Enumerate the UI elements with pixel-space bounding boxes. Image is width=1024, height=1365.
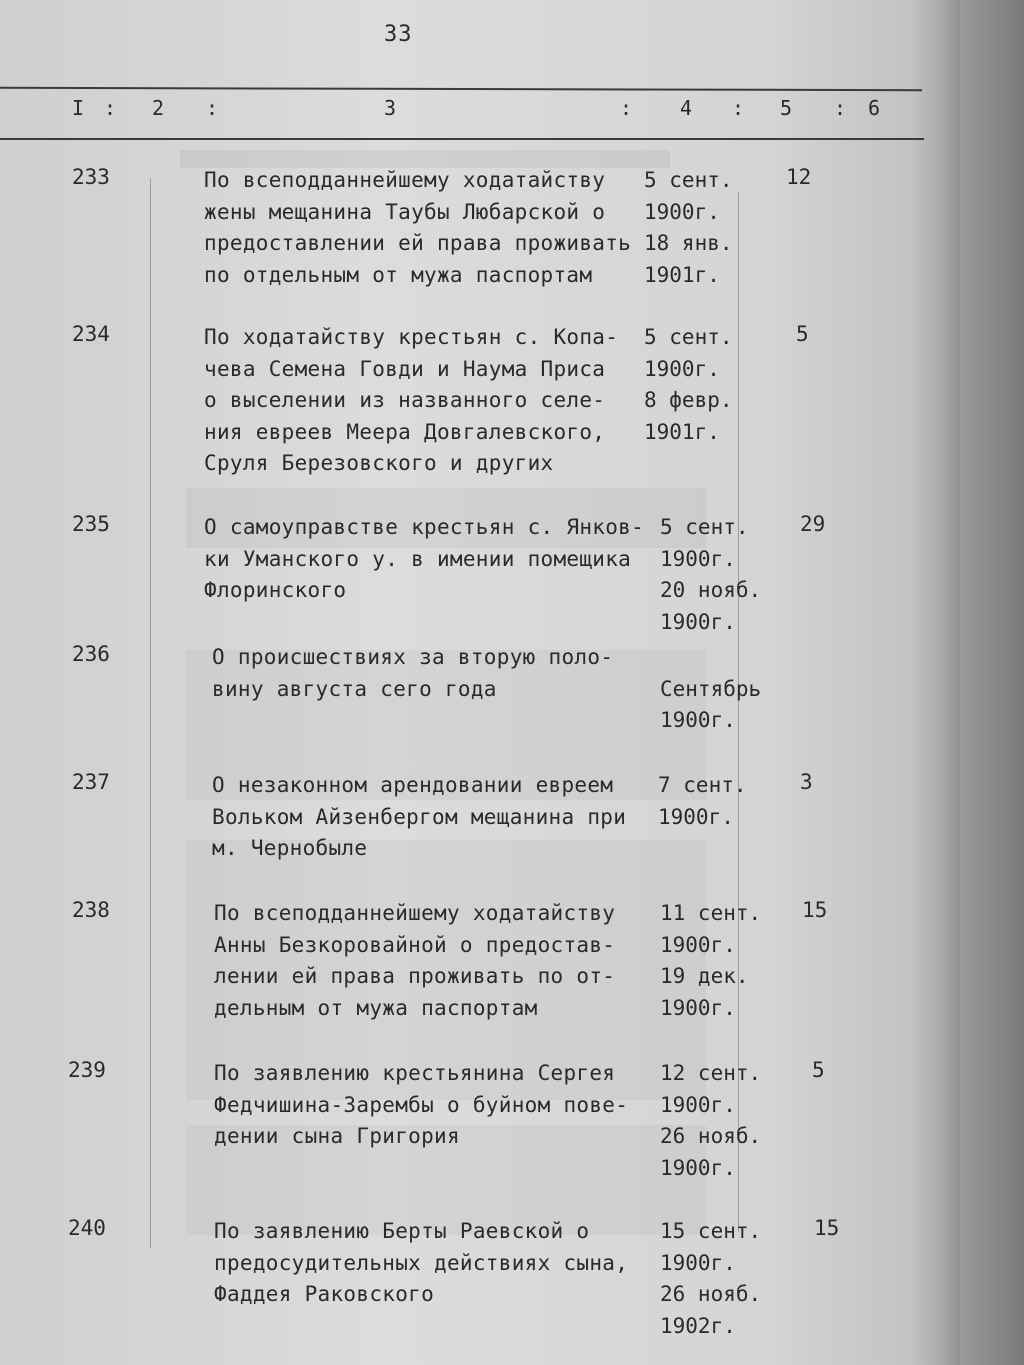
date-line: 1900г. — [644, 356, 720, 381]
title-line: О происшествиях за вторую поло- — [212, 645, 614, 669]
entry-number: 240 — [68, 1216, 106, 1240]
column-header-3: 3 — [384, 96, 397, 120]
background-edge — [960, 0, 1024, 1365]
entry-title — [212, 770, 626, 865]
date-line: Сентябрь — [660, 676, 762, 701]
date-line: 11 сент. — [660, 901, 762, 925]
entry-title — [204, 165, 631, 291]
entry-number: 237 — [72, 770, 110, 794]
title-line: По всеподданнейшему ходатайству — [214, 901, 616, 925]
title-line: По всеподданнейшему ходатайству — [204, 168, 606, 192]
entry-title — [204, 512, 644, 607]
page-fold-shadow — [912, 0, 962, 1365]
entry-sheets: 15 — [802, 898, 828, 922]
title-line: Фаддея Раковского — [214, 1282, 435, 1306]
entry-dates — [660, 512, 761, 638]
title-line: Федчишина-Зарембы о буйном пове- — [214, 1092, 629, 1117]
title-line: вину августа сего года — [212, 676, 497, 701]
date-line: 12 сент. — [660, 1061, 762, 1085]
entry-sheets: 5 — [796, 322, 809, 346]
entry-dates — [660, 642, 761, 737]
column-header-2: 2 — [152, 96, 165, 120]
column-header-6: 6 — [868, 96, 881, 120]
date-line: 8 февр. — [644, 388, 733, 412]
entry-sheets: 29 — [800, 512, 826, 536]
date-line: 18 янв. — [644, 231, 733, 255]
entry-sheets: 15 — [814, 1216, 840, 1240]
page-number: 33 — [384, 22, 413, 47]
date-line: 26 нояб. — [660, 1282, 762, 1306]
header-bottom-rule — [0, 138, 924, 140]
column-header-1: I — [72, 96, 85, 120]
entry-number: 235 — [72, 512, 110, 536]
date-line: 1900г. — [660, 995, 736, 1020]
date-line: 1902г. — [660, 1313, 736, 1338]
title-line: Флоринского — [204, 578, 347, 602]
entry-title — [214, 1216, 628, 1311]
entry-title — [204, 322, 618, 480]
title-line: по отдельным от мужа паспортам — [204, 262, 593, 287]
title-line: О незаконном арендовании евреем — [212, 773, 614, 797]
title-line: По заявлению Берты Раевской о — [214, 1219, 590, 1243]
title-line: Сруля Березовского и других — [204, 451, 554, 475]
date-line: 5 сент. — [644, 168, 733, 192]
date-line: 1900г. — [660, 609, 736, 634]
date-line — [660, 642, 761, 674]
entry-number: 238 — [72, 898, 110, 922]
column-header-separator: : — [620, 96, 633, 120]
entry-dates — [660, 1058, 761, 1184]
title-line: дельным от мужа паспортам — [214, 995, 538, 1020]
date-line: 1901г. — [644, 419, 720, 444]
title-line: чева Семена Говди и Наума Приса — [204, 356, 606, 381]
date-line: 1900г. — [660, 1092, 736, 1117]
entry-number: 234 — [72, 322, 110, 346]
entry-dates — [660, 898, 761, 1024]
date-line: 7 сент. — [658, 773, 747, 797]
date-line: 1900г. — [660, 708, 736, 732]
entry-dates — [644, 165, 733, 291]
entry-dates — [644, 322, 733, 448]
entry-dates — [660, 1216, 761, 1342]
entry-sheets: 12 — [786, 165, 812, 189]
date-line: 1900г. — [660, 1155, 736, 1180]
column-header-separator: : — [206, 96, 219, 120]
entry-sheets: 5 — [812, 1058, 825, 1082]
title-line: о выселении из названного селе- — [204, 388, 606, 412]
column-divider — [150, 178, 151, 1248]
title-line: жены мещанина Таубы Любарской о — [204, 199, 606, 224]
column-header-separator: : — [732, 96, 745, 120]
entry-sheets: 3 — [800, 770, 813, 794]
date-line: 5 сент. — [644, 325, 733, 349]
title-line: дении сына Григория — [214, 1124, 460, 1148]
entry-number: 239 — [68, 1058, 106, 1082]
title-line: ки Уманского у. в имении помещика — [204, 546, 632, 571]
title-line: предоставлении ей права проживать — [204, 231, 632, 255]
entry-title — [214, 898, 615, 1024]
title-line: По заявлению крестьянина Сергея — [214, 1061, 616, 1085]
header-top-rule — [0, 87, 922, 91]
title-line: лении ей права проживать по от- — [214, 964, 616, 988]
date-line: 1900г. — [658, 804, 734, 829]
entry-dates — [658, 770, 747, 833]
title-line: Вольком Айзенбергом мещанина при — [212, 804, 627, 829]
date-line: 1900г. — [644, 199, 720, 224]
date-line: 1900г. — [660, 1250, 736, 1275]
date-line: 5 сент. — [660, 515, 749, 539]
entry-number: 236 — [72, 642, 110, 666]
date-line: 19 дек. — [660, 964, 749, 988]
title-line: предосудительных действиях сына, — [214, 1250, 629, 1275]
title-line: О самоуправстве крестьян с. Янков- — [204, 515, 645, 539]
date-line: 15 сент. — [660, 1219, 762, 1243]
title-line: Анны Безкоровайной о предостав- — [214, 932, 616, 957]
entry-number: 233 — [72, 165, 110, 189]
date-line: 20 нояб. — [660, 578, 762, 602]
title-line: ния евреев Меера Довгалевского, — [204, 419, 606, 444]
date-line: 1900г. — [660, 546, 736, 571]
column-header-separator: : — [834, 96, 847, 120]
title-line: По ходатайству крестьян с. Копа- — [204, 325, 619, 349]
date-line: 1901г. — [644, 262, 720, 287]
entry-title — [214, 1058, 628, 1153]
column-header-4: 4 — [680, 96, 693, 120]
date-line: 1900г. — [660, 932, 736, 957]
title-line: м. Чернобыле — [212, 836, 368, 860]
column-header-5: 5 — [780, 96, 793, 120]
entry-title — [212, 642, 613, 705]
column-header-separator: : — [104, 96, 117, 120]
date-line: 26 нояб. — [660, 1124, 762, 1148]
